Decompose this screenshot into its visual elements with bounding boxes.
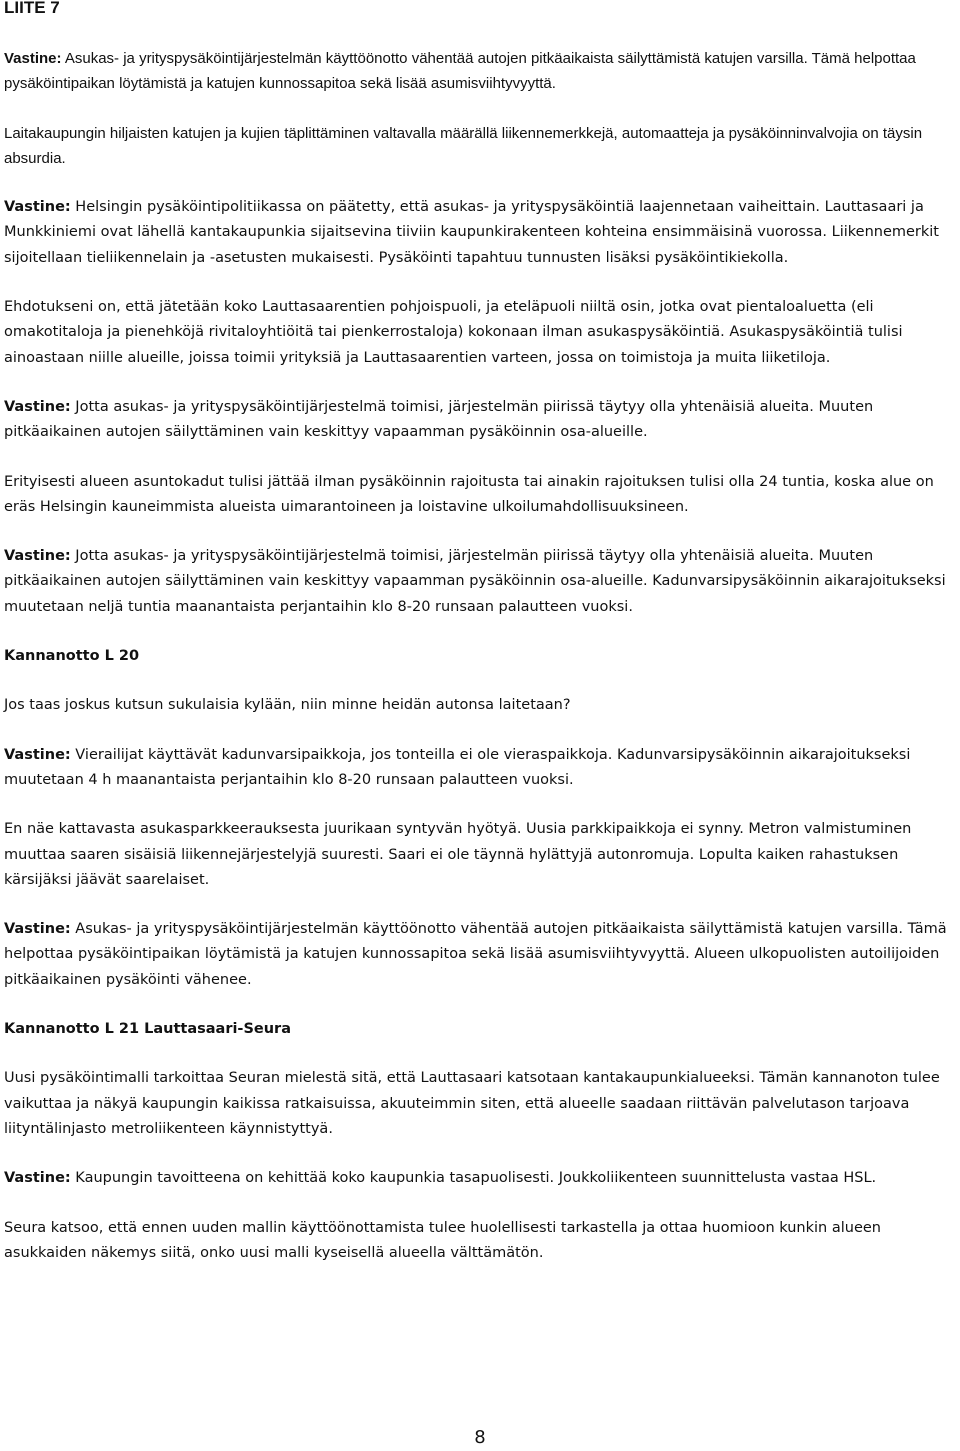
paragraph-text: Jotta asukas- ja yrityspysäköintijärjestelmä toimisi, järjestelmän piirissä täytyy olla yhtenäisiä alueita. Muuten pitkäaikainen autojen säilyttäminen vain keskittyy vapaamman pysäköinnin osa-alueille. Kadunvarsipysäköinnin aikarajoitukseksi muutetaan neljä tuntia maanantaista perjantaihin klo 8-20 runsaan palautteen vuoksi. (4, 548, 946, 615)
response-paragraph (4, 395, 952, 446)
response-label: Vastine: (4, 199, 71, 216)
paragraph-text: Seura katsoo, että ennen uuden mallin käyttöönottamista tulee huolellisesti tarkastella ja ottaa huomioon kunkin alueen asukkaiden näkemys siitä, onko uusi malli kyseisellä alueella välttämätön. (4, 1219, 881, 1261)
comment-paragraph (4, 817, 952, 893)
document-body (4, 46, 952, 1290)
paragraph-text: Helsingin pysäköintipolitiikassa on päätetty, että asukas- ja yrityspysäköintiä laajennetaan vaiheittain. Lauttasaari ja Munkkiniemi ovat lähellä kantakaupunkia sijaitsevina tiiviin kaupunkirakenteen kohteina ensimmäisinä vuorossa. Liikennemerkit sijoitellaan tieliikennelain ja -asetusten mukaisesti. Pysäköinti tapahtuu tunnusten lisäksi pysäköintikiekolla. (4, 199, 939, 266)
response-paragraph (4, 917, 952, 993)
response-paragraph (4, 1166, 952, 1191)
comment-paragraph (4, 693, 952, 718)
comment-paragraph (4, 121, 952, 172)
comment-paragraph (4, 295, 952, 371)
response-label: Vastine: (4, 921, 71, 938)
comment-paragraph (4, 470, 952, 521)
response-paragraph (4, 46, 952, 97)
page-number: 8 (474, 1427, 486, 1448)
paragraph-text: Kaupungin tavoitteena on kehittää koko kaupunkia tasapuolisesti. Joukkoliikenteen suunnittelusta vastaa HSL. (70, 1170, 877, 1187)
paragraph-text: Laitakaupungin hiljaisten katujen ja kujien täplittäminen valtavalla määrällä liikennemerkkejä, automaatteja ja pysäköinninvalvojia on täysin absurdia. (4, 124, 923, 167)
response-label: Vastine: (4, 1170, 71, 1187)
paragraph-text: Jos taas joskus kutsun sukulaisia kylään, niin minne heidän autonsa laitetaan? (4, 697, 571, 714)
paragraph-text: Ehdotukseni on, että jätetään koko Lauttasaarentien pohjoispuoli, ja eteläpuoli niiltä osin, jotka ovat pientaloaluetta (eli omakotitaloja ja pienehköjä rivitaloyhtiöitä tai pienkerrostaloja) kokonaan ilman asukaspysäköintiä. Asukaspysäköintiä tulisi ainoastaan niille alueille, joissa toimii yrityksiä ja Lauttasaarentien varteen, jossa on toimistoja ja muita liiketiloja. (4, 299, 903, 366)
response-paragraph (4, 195, 952, 271)
paragraph-text: Jotta asukas- ja yrityspysäköintijärjestelmä toimisi, järjestelmän piirissä täytyy olla yhtenäisiä alueita. Muuten pitkäaikainen autojen säilyttäminen vain keskittyy vapaamman pysäköinnin osa-alueille. (4, 398, 874, 441)
section-heading: Kannanotto L 21 Lauttasaari-Seura (4, 1021, 291, 1038)
response-paragraph (4, 743, 952, 794)
response-label: Vastine: (4, 50, 62, 67)
paragraph-text: Erityisesti alueen asuntokadut tulisi jättää ilman pysäköinnin rajoitusta tai ainakin rajoituksen tulisi olla 24 tuntia, koska alue on eräs Helsingin kauneimmista alueista uimarantoineen ja loistavine ulkoilumahdollisuuksineen. (4, 473, 934, 515)
response-label: Vastine: (4, 548, 71, 565)
section-heading: Kannanotto L 20 (4, 648, 140, 665)
response-paragraph (4, 544, 952, 620)
paragraph-text: Vierailijat käyttävät kadunvarsipaikkoja, jos tonteilla ei ole vieraspaikkoja. Kadunvarsipysäköinnin aikarajoitukseksi muutetaan 4 h maanantaista perjantaihin klo 8-20 runsaan palautteen vuoksi. (4, 746, 911, 788)
paragraph-text: Uusi pysäköintimalli tarkoittaa Seuran mielestä sitä, että Lauttasaari katsotaan kantakaupunkialueeksi. Tämän kannanoton tulee vaikuttaa ja näkyä kaupungin kaikissa ratkaisuissa, akuuteimmin siten, että alueelle saadaan riittävän palvelutason tarjoava liityntälinjasto metroliikenteen käynnistyttyä. (4, 1070, 940, 1137)
response-label: Vastine: (4, 746, 71, 763)
paragraph-text: Asukas- ja yrityspysäköintijärjestelmän käyttöönotto vähentää autojen pitkäaikaista säilyttämistä katujen varsilla. Tämä helpottaa pysäköintipaikan löytämistä ja katujen kunnossapitoa sekä lisää asumisviihtyvyyttä. Alueen ulkopuolisten autoilijoiden pitkäaikainen pysäköinti vähenee. (4, 921, 947, 988)
paragraph-text: Asukas- ja yrityspysäköintijärjestelmän käyttöönotto vähentää autojen pitkäaikaista säilyttämistä katujen varsilla. Tämä helpottaa pysäköintipaikan löytämistä ja katujen kunnossapitoa sekä lisää asumisviihtyvyyttä. (4, 50, 916, 93)
response-label: Vastine: (4, 398, 71, 415)
page-header-title: LIITE 7 (4, 0, 60, 17)
comment-paragraph (4, 1066, 952, 1142)
comment-paragraph (4, 1216, 952, 1267)
paragraph-text: En näe kattavasta asukasparkkeerauksesta juurikaan syntyvän hyötyä. Uusia parkkipaikkoja ei synny. Metron valmistuminen muuttaa saaren sisäisiä liikennejärjestelyjä suuresti. Saari ei ole täynnä hylättyjä autonromuja. Lopulta kaiken rahastuksen kärsijäksi jäävät saarelaiset. (4, 821, 912, 888)
